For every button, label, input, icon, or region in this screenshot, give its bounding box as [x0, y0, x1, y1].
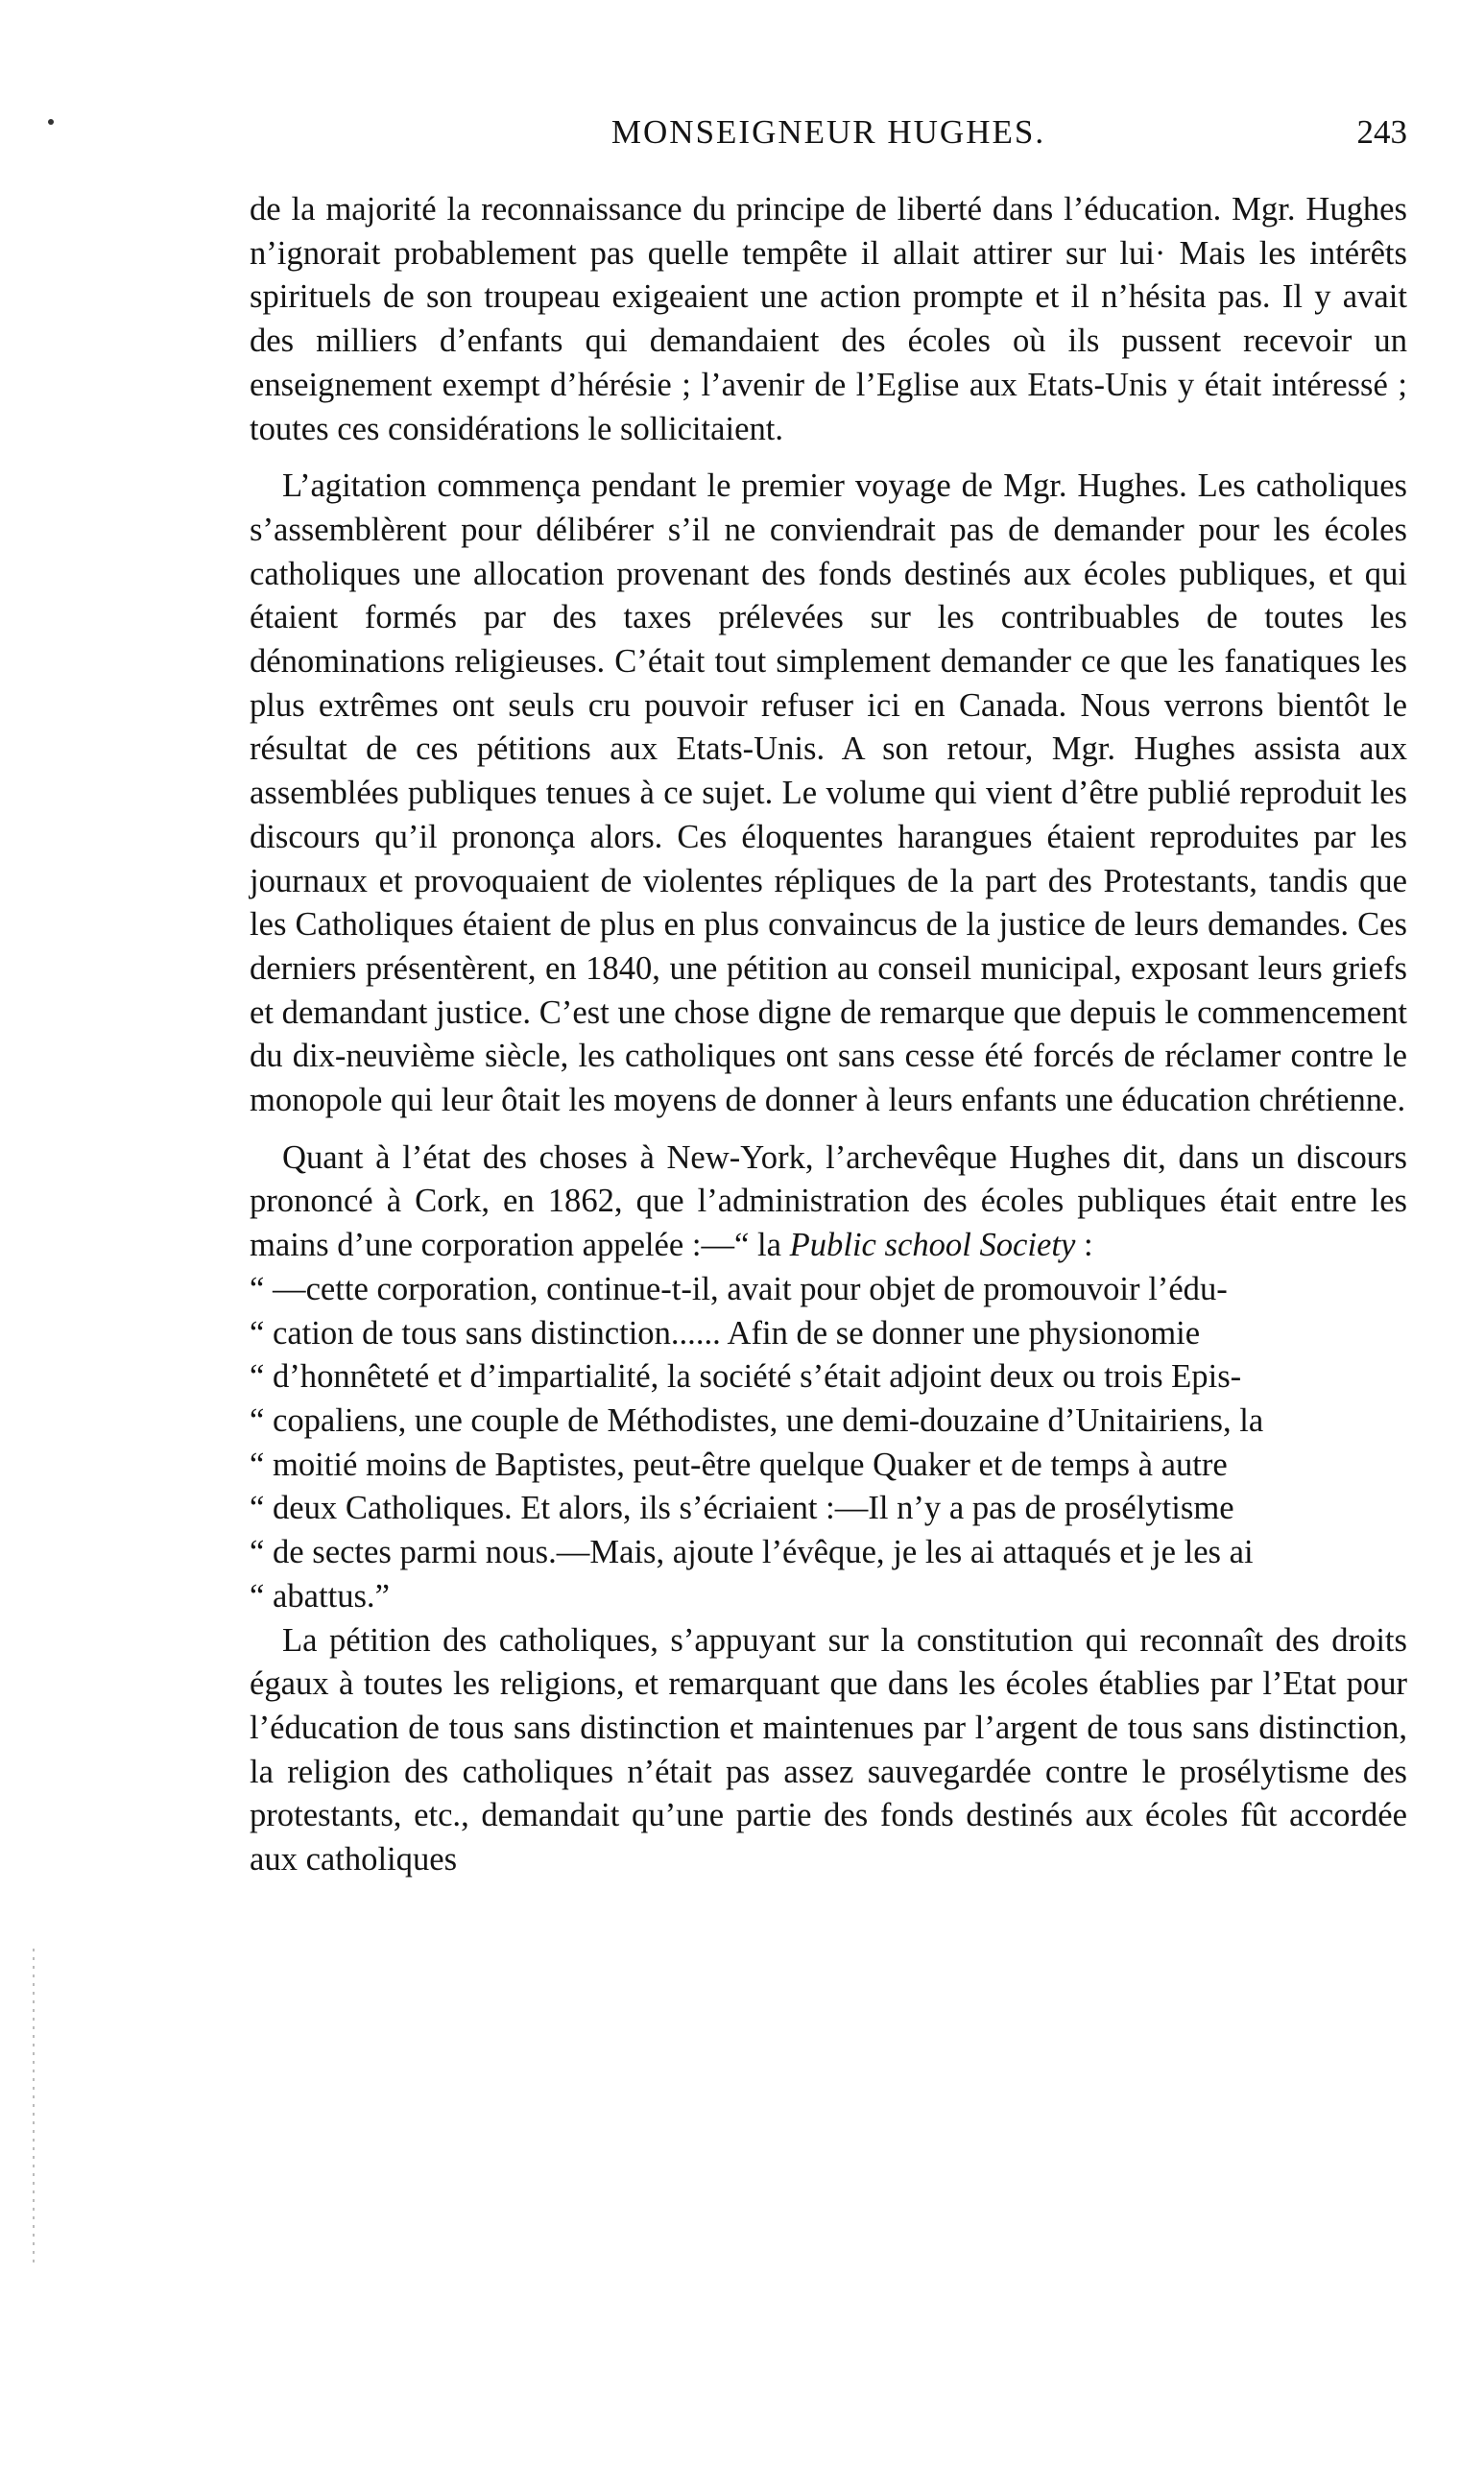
page-number: 243 [1356, 113, 1407, 151]
quote-line: “ —cette corporation, continue-t-il, avait pour objet de promouvoir l’édu- [250, 1270, 1228, 1307]
paragraph-1: de la majorité la reconnaissance du principe de liberté dans l’éducation. Mgr. Hughes n’ignorait probablement pas quelle tempête il allait attirer sur lui· Mais les intérêts spirituels de son troupeau exigeaient une action prompte et il n’hésita pas. Il y avait des milliers d’enfants qui demandaient des écoles où ils pussent recevoir un enseignement exempt d’hérésie ; l’avenir de l’Eglise aux Etats-Unis y était intéressé ; toutes ces considérations le sollicitaient. [250, 191, 1407, 447]
society-name: Public school Society [789, 1227, 1076, 1264]
quote-line: “ d’honnêteté et d’impartialité, la société s’était adjoint deux ou trois Epis- [250, 1358, 1242, 1396]
paragraph-3: Quant à l’état des choses à New-York, l’archevêque Hughes dit, dans un discours prononcé à Cork, en 1862, que l’administration des écoles publiques était entre les mains d’une corporation appelée :—“ la Public school Society : [250, 1138, 1407, 1264]
running-title: MONSEIGNEUR HUGHES. [610, 113, 1046, 151]
page-header [250, 113, 1407, 171]
quote-line: “ moitié moins de Baptistes, peut-être quelque Quaker et de temps à autre [250, 1446, 1228, 1483]
quote-line: “ de sectes parmi nous.—Mais, ajoute l’évêque, je les ai attaqués et je les ai [250, 1534, 1254, 1571]
quote-line: “ cation de tous sans distinction...... Afin de se donner une physionomie [250, 1314, 1201, 1352]
margin-dotted-mark [33, 1949, 35, 2265]
quote-line: “ abattus.” [250, 1577, 390, 1615]
body-text [250, 188, 1407, 1882]
quotation-block [250, 1268, 1407, 1619]
quote-line: “ copaliens, une couple de Méthodistes, une demi-douzaine d’Unitairiens, la [250, 1401, 1264, 1439]
paragraph-4: La pétition des catholiques, s’appuyant sur la constitution qui reconnaît des droits égaux à toutes les religions, et remarquant que dans les écoles établies par l’Etat pour l’éducation de tous sans distinction et maintenues par l’argent de tous sans distinction, la religion des catholiques n’était pas assez sauvegardée contre le prosélytisme des protestants, etc., demandait qu’une partie des fonds destinés aux écoles fût accordée aux catholiques [250, 1621, 1407, 1879]
paragraph-2: L’agitation commença pendant le premier voyage de Mgr. Hughes. Les catholiques s’assemblèrent pour délibérer s’il ne conviendrait pas de demander pour les écoles catholiques une allocation provenant des fonds destinés aux écoles publiques, et qui étaient formés par des taxes prélevées sur les contribuables de toutes les dénominations religieuses. C’était tout simplement demander ce que les fanatiques les plus extrêmes ont seuls cru pouvoir refuser ici en Canada. Nous verrons bientôt le résultat de ces pétitions aux Etats-Unis. A son retour, Mgr. Hughes assista aux assemblées publiques tenues à ce sujet. Le volume qui vient d’être publié reproduit les discours qu’il prononça alors. Ces éloquentes harangues étaient reproduites par les journaux et provoquaient de violentes répliques de la part des Protestants, tandis que les Catholiques étaient de plus en plus convaincus de la justice de leurs demandes. Ces derniers présentèrent, en 1840, une pétition au conseil municipal, exposant leurs griefs et demandant justice. C’est une chose digne de remarque que depuis le commencement du dix-neuvième siècle, les catholiques ont sans cesse été forcés de réclamer contre le monopole qui leur ôtait les moyens de donner à leurs enfants une éducation chrétienne. [250, 467, 1407, 1119]
quote-line: “ deux Catholiques. Et alors, ils s’écriaient :—Il n’y a pas de prosélytisme [250, 1490, 1234, 1527]
print-speck [48, 119, 54, 125]
